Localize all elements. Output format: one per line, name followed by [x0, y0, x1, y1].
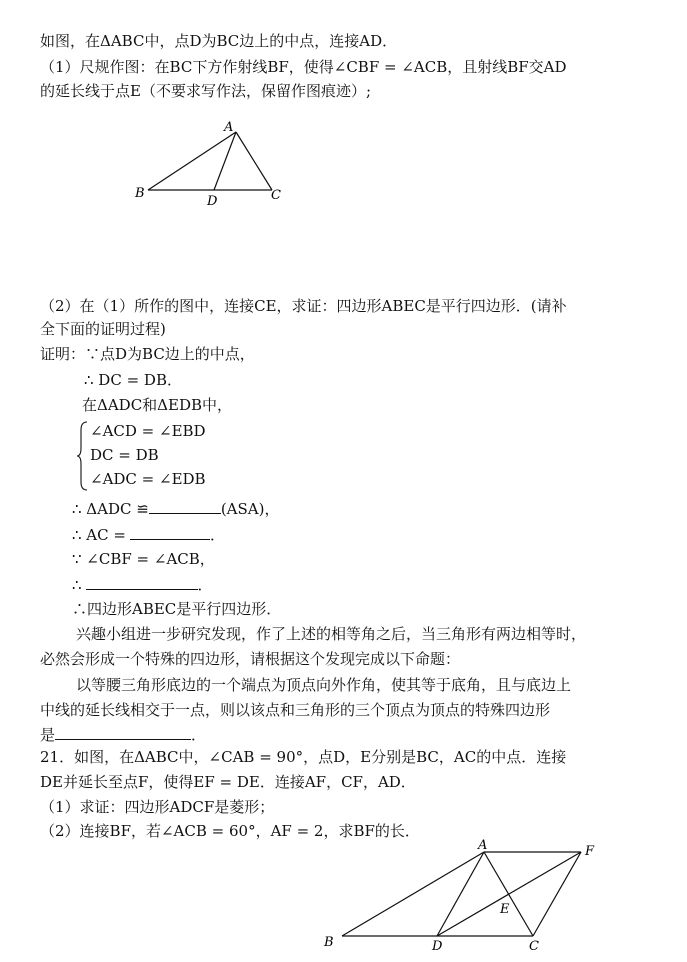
proof-line-4 [72, 497, 279, 520]
extension-p5-post: ． [191, 726, 207, 744]
extension-p3: 以等腰三角形底边的一个端点为顶点向外作角，使其等于底角，且与底边上 [76, 676, 572, 694]
proof-line-5-post: ． [209, 526, 225, 544]
label-D: D [207, 194, 218, 209]
proof-line-8: ∴四边形ABEC是平行四边形． [72, 600, 282, 618]
proof-line-4-post: (ASA)， [220, 500, 280, 518]
answer-blank-3[interactable] [86, 573, 198, 590]
part2-line-b: 全下面的证明过程) [40, 320, 166, 338]
part1-line-b: 的延长线于点E（不要求写作法，保留作图痕迹）; [40, 82, 372, 100]
extension-p1: 兴趣小组进一步研究发现，作了上述的相等角之后，当三角形有两边相等时， [76, 625, 587, 643]
condition-angle-2: ∠ADC = ∠EDB [90, 470, 206, 488]
extension-p5 [40, 723, 206, 746]
condition-angle-1: ∠ACD = ∠EBD [90, 422, 206, 440]
proof-line-1: 证明：∵点D为BC边上的中点， [40, 345, 255, 363]
problem-20-intro: 如图，在ΔABC中，点D为BC边上的中点，连接AD． [40, 32, 398, 50]
label-A: A [224, 120, 234, 135]
proof-line-7-pre: ∴ [72, 576, 82, 594]
problem-21-part2: （2）连接BF，若∠ACB = 60°，AF = 2，求BF的长． [40, 822, 420, 840]
proof-line-5-pre: ∴ AC = [72, 526, 126, 544]
congruence-conditions [76, 420, 216, 492]
extension-p4: 中线的延长线相交于一点，则以该点和三角形的三个顶点为顶点的特殊四边形 [40, 701, 551, 719]
answer-blank-4[interactable] [55, 723, 191, 740]
label-F2: F [585, 844, 595, 859]
part1-line-a: （1）尺规作图：在BC下方作射线BF，使得∠CBF = ∠ACB，且射线BF交AD [40, 58, 567, 76]
answer-blank-2[interactable] [130, 523, 210, 540]
label-A2: A [478, 838, 488, 853]
rhombus-figure-2 [342, 852, 581, 936]
part2-line-a: （2）在（1）所作的图中，连接CE，求证：四边形ABEC是平行四边形．(请补 [40, 297, 567, 315]
proof-line-3: 在ΔADC和ΔEDB中， [82, 396, 233, 414]
left-brace-icon [76, 420, 90, 492]
extension-p5-pre: 是 [40, 726, 56, 744]
proof-line-2: ∴ DC = DB． [84, 371, 182, 389]
condition-side: DC = DB [90, 446, 159, 464]
proof-line-4-pre: ∴ ΔADC ≌ [72, 500, 149, 518]
label-B2: B [324, 935, 334, 950]
extension-p2: 必然会形成一个特殊的四边形，请根据这个发现完成以下命题： [40, 650, 461, 668]
label-D2: D [432, 939, 443, 954]
problem-21-line-1: 21．如图，在ΔABC中，∠CAB = 90°，点D，E分别是BC，AC的中点．连接 [40, 748, 567, 766]
problem-21-part1: （1）求证：四边形ADCF是菱形； [40, 798, 275, 816]
proof-line-5 [72, 523, 225, 546]
answer-blank-1[interactable] [149, 497, 221, 514]
label-C2: C [529, 939, 539, 954]
label-E2: E [500, 902, 510, 917]
label-C: C [271, 188, 281, 203]
label-B: B [135, 186, 145, 201]
proof-line-6: ∵ ∠CBF = ∠ACB， [72, 550, 215, 568]
problem-21-line-2: DE并延长至点F，使得EF = DE．连接AF，CF，AD． [40, 773, 416, 791]
proof-line-7 [72, 573, 213, 596]
proof-line-7-post: ． [197, 576, 213, 594]
